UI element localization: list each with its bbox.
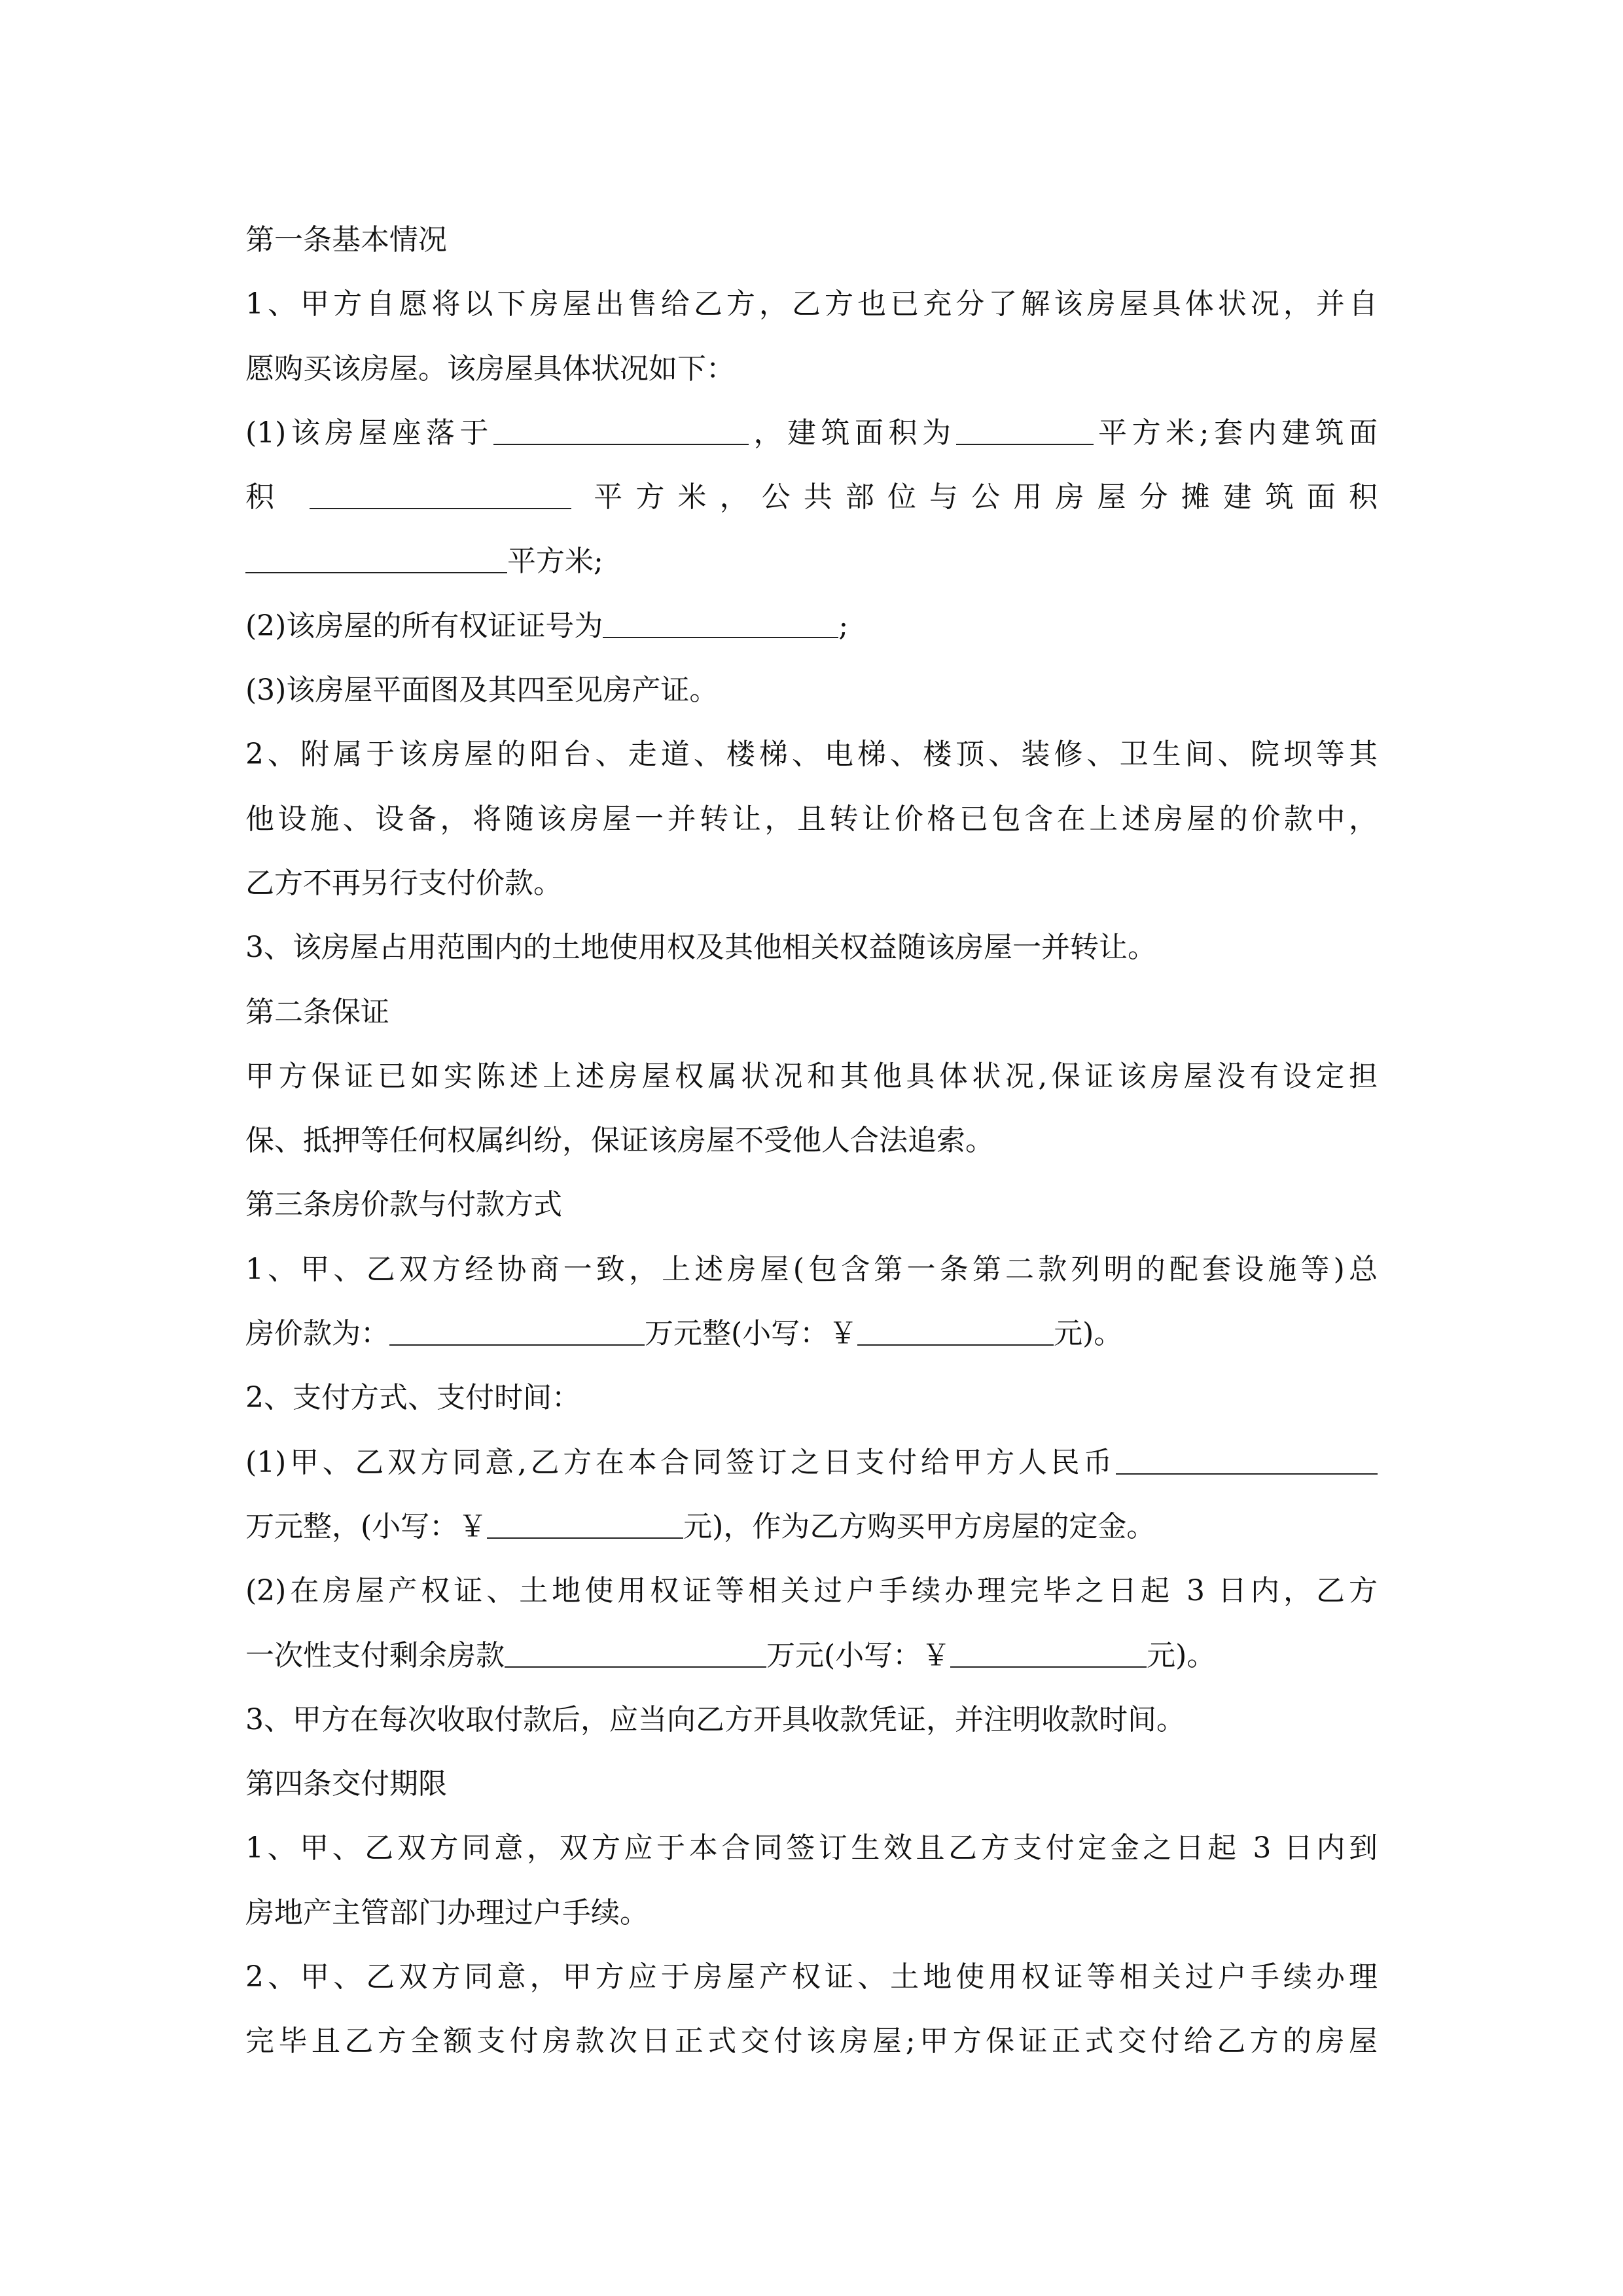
paragraph-line: [245, 594, 1378, 658]
paragraph-line: [245, 1302, 1378, 1366]
paragraph-line: [245, 1624, 1378, 1688]
paragraph-line: 完毕且乙方全额支付房款次日正式交付该房屋;甲方保证正式交付给乙方的房屋: [245, 2024, 1378, 2058]
paragraph-line: 2、支付方式、支付时间：: [245, 1381, 580, 1415]
text-segment: ;: [838, 609, 849, 643]
deposit-figure-blank[interactable]: [487, 1511, 683, 1539]
paragraph-line: [245, 1431, 1378, 1495]
text-segment: 万元(小写：￥: [766, 1638, 951, 1672]
paragraph-line: 1、甲、乙双方同意，双方应于本合同签订生效且乙方支付定金之日起 3 日内到: [245, 1831, 1378, 1865]
article-1-title: 第一条基本情况: [245, 223, 447, 257]
text-segment: 元)，作为乙方购买甲方房屋的定金。: [683, 1509, 1156, 1543]
paragraph-line: 3、该房屋占用范围内的土地使用权及其他相关权益随该房屋一并转让。: [245, 931, 1156, 965]
contract-body: [245, 208, 1378, 2074]
paragraph-line: [245, 401, 1378, 465]
text-segment: 元)。: [1054, 1317, 1123, 1351]
text-segment: 一次性支付剩余房款: [245, 1638, 505, 1672]
paragraph-line: 乙方不再另行支付价款。: [245, 866, 562, 900]
paragraph-line: 愿购买该房屋。该房屋具体状况如下：: [245, 351, 735, 386]
paragraph-line: 1、甲、乙双方经协商一致，上述房屋(包含第一条第二款列明的配套设施等)总: [245, 1252, 1378, 1286]
text-segment: (2)该房屋的所有权证证号为: [245, 609, 603, 643]
remaining-payment-blank[interactable]: [505, 1640, 766, 1668]
deposit-amount-blank[interactable]: [1116, 1447, 1378, 1475]
article-2-title: 第二条保证: [245, 995, 389, 1029]
paragraph-line: [245, 465, 1378, 529]
inner-area-blank[interactable]: [310, 482, 571, 509]
text-segment: 万元整(小写：￥: [645, 1317, 858, 1351]
paragraph-line: [245, 529, 1378, 594]
paragraph-line: (2)在房屋产权证、土地使用权证等相关过户手续办理完毕之日起 3 日内，乙方: [245, 1574, 1378, 1608]
text-segment: 平方米;: [507, 545, 603, 579]
certificate-number-blank[interactable]: [603, 611, 838, 638]
text-segment: ，建筑面积为: [748, 416, 956, 450]
paragraph-line: 3、甲方在每次收取付款后，应当向乙方开具收款凭证，并注明收款时间。: [245, 1702, 1185, 1736]
floor-area-blank[interactable]: [956, 418, 1094, 445]
total-price-blank[interactable]: [389, 1318, 645, 1346]
paragraph-line: 2、甲、乙双方同意，甲方应于房屋产权证、土地使用权证等相关过户手续办理: [245, 1960, 1378, 1994]
remaining-payment-figure-blank[interactable]: [950, 1640, 1147, 1668]
paragraph-line: 甲方保证已如实陈述上述房屋权属状况和其他具体状况,保证该房屋没有设定担: [245, 1059, 1378, 1093]
text-segment: 元)。: [1147, 1638, 1216, 1672]
paragraph-line: 他设施、设备，将随该房屋一并转让，且转让价格已包含在上述房屋的价款中，: [245, 802, 1378, 836]
paragraph-line: [245, 1495, 1378, 1559]
paragraph-line: 保、抵押等任何权属纠纷，保证该房屋不受他人合法追索。: [245, 1124, 994, 1158]
text-segment: 房价款为：: [245, 1317, 389, 1351]
text-segment: 平方米，公共部位与公用房屋分摊建筑面积: [594, 480, 1378, 514]
paragraph-line: (3)该房屋平面图及其四至见房产证。: [245, 673, 719, 708]
article-3-title: 第三条房价款与付款方式: [245, 1188, 562, 1222]
article-4-title: 第四条交付期限: [245, 1767, 447, 1801]
text-segment: 万元整，(小写：￥: [245, 1509, 488, 1543]
text-segment: 积: [245, 480, 288, 514]
shared-area-blank[interactable]: [245, 546, 507, 573]
paragraph-line: 2、附属于该房屋的阳台、走道、楼梯、电梯、楼顶、装修、卫生间、院坝等其: [245, 738, 1378, 772]
location-blank[interactable]: [493, 418, 749, 445]
text-segment: (1)甲、乙双方同意,乙方在本合同签订之日支付给甲方人民币: [245, 1445, 1116, 1479]
total-price-figure-blank[interactable]: [857, 1318, 1054, 1346]
paragraph-line: 房地产主管部门办理过户手续。: [245, 1895, 649, 1929]
text-segment: (1)该房屋座落于: [245, 416, 493, 450]
text-segment: 平方米;套内建筑面: [1093, 416, 1378, 450]
paragraph-line: 1、甲方自愿将以下房屋出售给乙方，乙方也已充分了解该房屋具体状况，并自: [245, 287, 1378, 321]
